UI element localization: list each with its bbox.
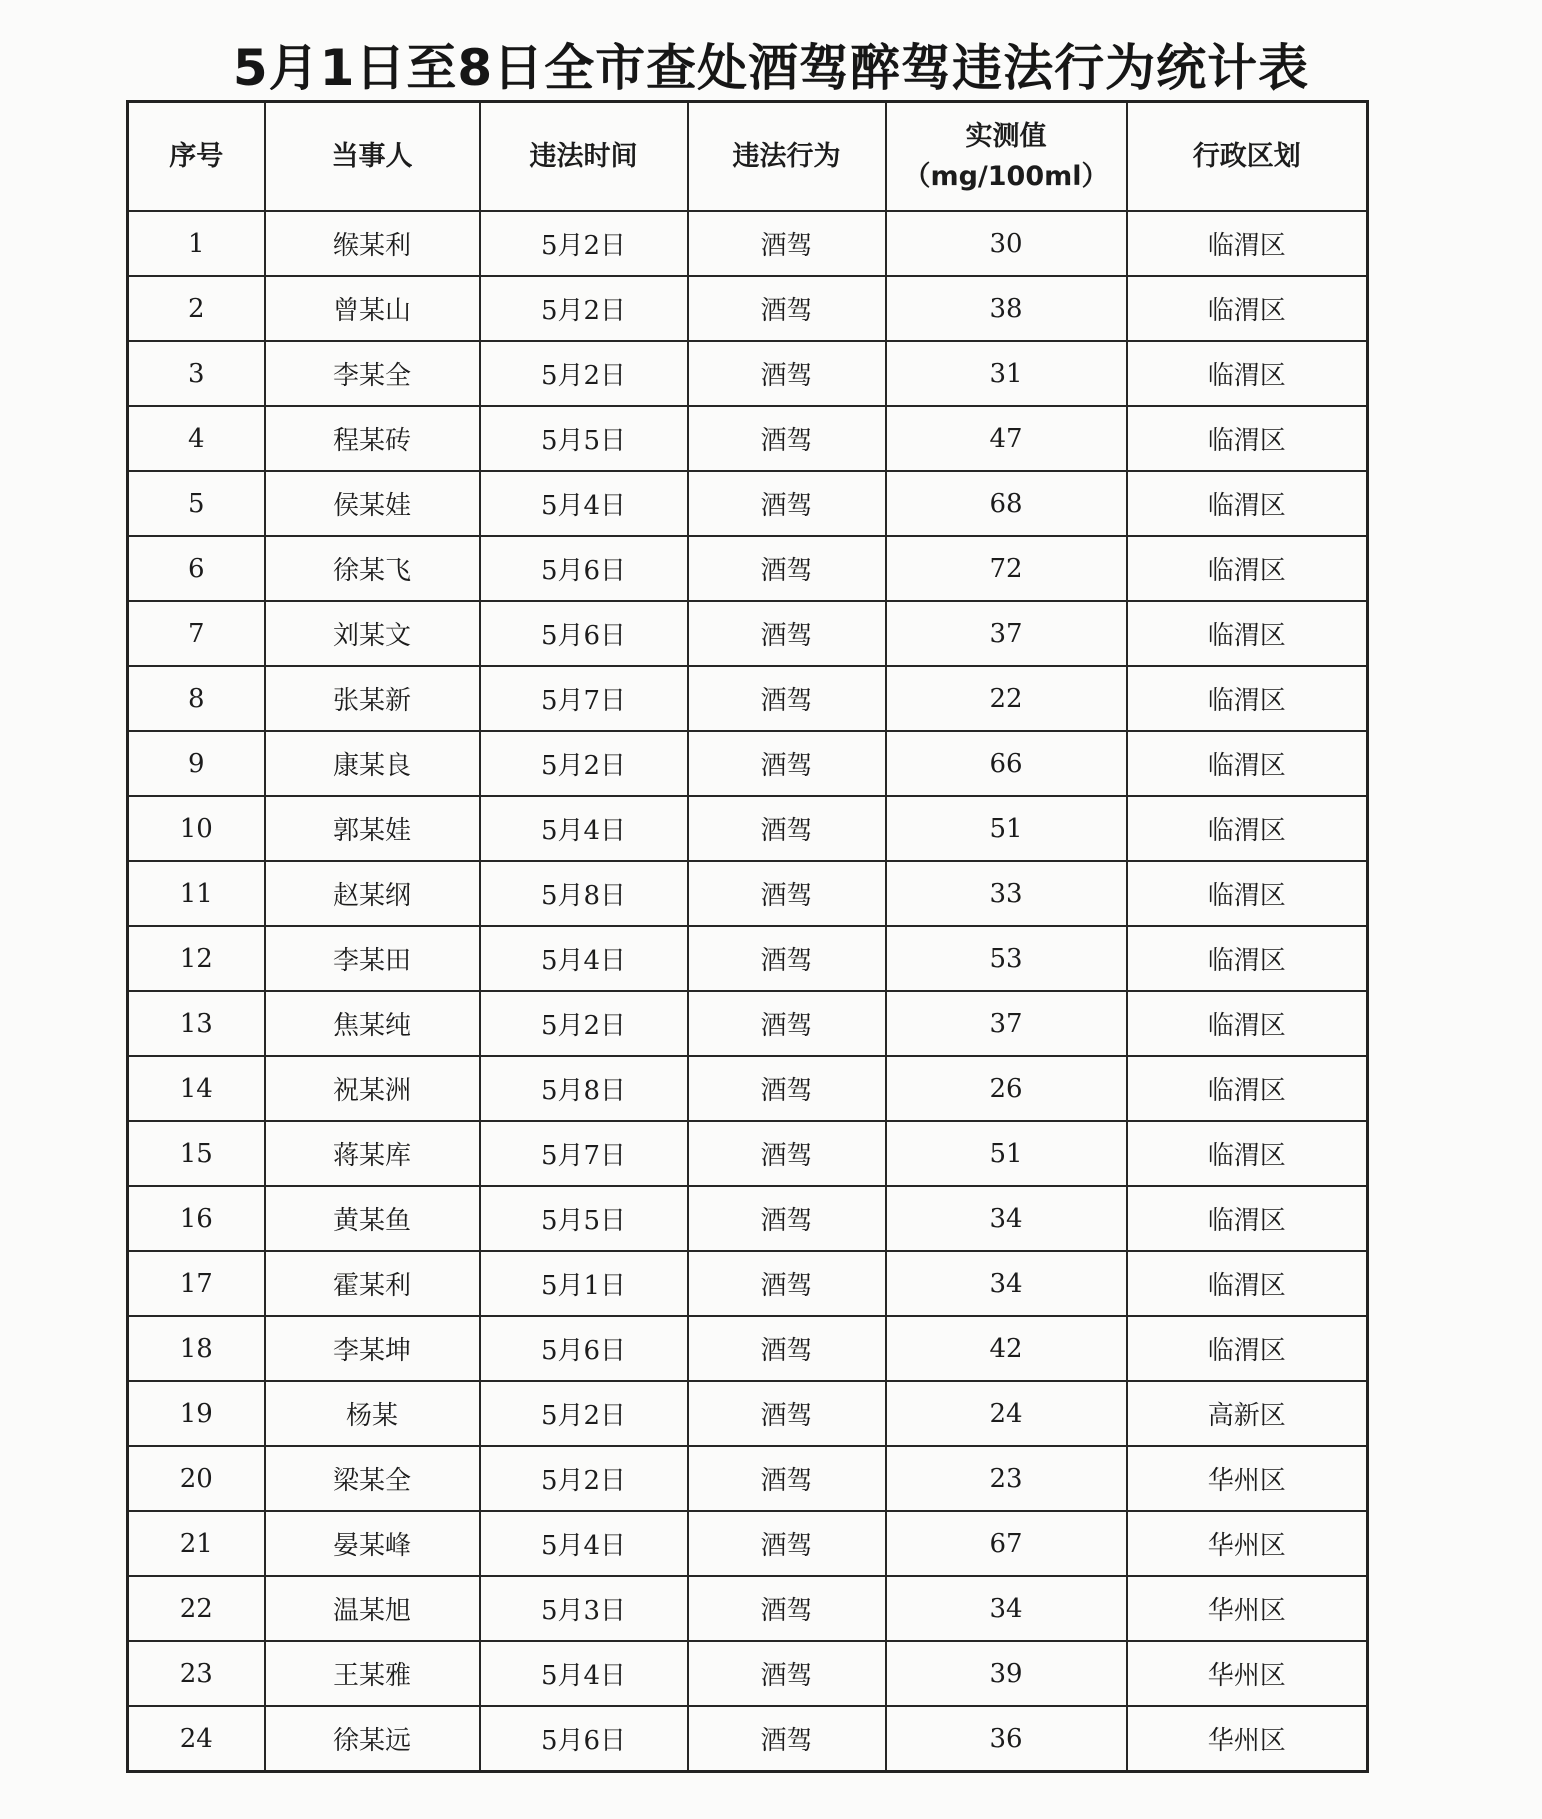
cell-time: 5月5日 <box>480 406 688 471</box>
cell-district: 临渭区 <box>1127 796 1368 861</box>
cell-behavior: 酒驾 <box>688 1381 886 1446</box>
cell-time: 5月4日 <box>480 1641 688 1706</box>
cell-district: 高新区 <box>1127 1381 1368 1446</box>
cell-party: 梁某全 <box>265 1446 480 1511</box>
table-row <box>128 601 1368 666</box>
cell-measured: 33 <box>886 861 1127 926</box>
cell-time: 5月5日 <box>480 1186 688 1251</box>
cell-time: 5月2日 <box>480 991 688 1056</box>
cell-party: 焦某纯 <box>265 991 480 1056</box>
table-row <box>128 1251 1368 1316</box>
table-row <box>128 1121 1368 1186</box>
cell-party: 温某旭 <box>265 1576 480 1641</box>
cell-party: 黄某鱼 <box>265 1186 480 1251</box>
cell-measured: 26 <box>886 1056 1127 1121</box>
table-row <box>128 1381 1368 1446</box>
cell-party: 康某良 <box>265 731 480 796</box>
cell-time: 5月2日 <box>480 276 688 341</box>
cell-behavior: 酒驾 <box>688 471 886 536</box>
cell-behavior: 酒驾 <box>688 1446 886 1511</box>
cell-measured: 67 <box>886 1511 1127 1576</box>
cell-party: 杨某 <box>265 1381 480 1446</box>
header-row <box>128 102 1368 212</box>
cell-index: 11 <box>128 861 265 926</box>
header-district: 行政区划 <box>1127 102 1368 212</box>
cell-party: 曾某山 <box>265 276 480 341</box>
cell-party: 刘某文 <box>265 601 480 666</box>
cell-district: 临渭区 <box>1127 1186 1368 1251</box>
cell-measured: 72 <box>886 536 1127 601</box>
cell-time: 5月8日 <box>480 1056 688 1121</box>
header-behavior: 违法行为 <box>688 102 886 212</box>
cell-time: 5月6日 <box>480 1706 688 1772</box>
table-row <box>128 1641 1368 1706</box>
cell-measured: 34 <box>886 1576 1127 1641</box>
cell-party: 李某全 <box>265 341 480 406</box>
table-row <box>128 471 1368 536</box>
cell-time: 5月7日 <box>480 666 688 731</box>
cell-measured: 30 <box>886 211 1127 276</box>
cell-measured: 34 <box>886 1186 1127 1251</box>
table-row <box>128 341 1368 406</box>
cell-party: 蒋某库 <box>265 1121 480 1186</box>
table-header <box>128 102 1368 212</box>
cell-index: 24 <box>128 1706 265 1772</box>
cell-district: 华州区 <box>1127 1706 1368 1772</box>
cell-behavior: 酒驾 <box>688 991 886 1056</box>
cell-measured: 53 <box>886 926 1127 991</box>
cell-behavior: 酒驾 <box>688 861 886 926</box>
table-row <box>128 276 1368 341</box>
cell-time: 5月6日 <box>480 1316 688 1381</box>
cell-party: 侯某娃 <box>265 471 480 536</box>
cell-behavior: 酒驾 <box>688 731 886 796</box>
cell-district: 临渭区 <box>1127 1121 1368 1186</box>
cell-behavior: 酒驾 <box>688 926 886 991</box>
cell-time: 5月2日 <box>480 1381 688 1446</box>
cell-index: 21 <box>128 1511 265 1576</box>
cell-measured: 37 <box>886 991 1127 1056</box>
cell-measured: 47 <box>886 406 1127 471</box>
cell-index: 6 <box>128 536 265 601</box>
table-row <box>128 926 1368 991</box>
cell-index: 14 <box>128 1056 265 1121</box>
cell-behavior: 酒驾 <box>688 1056 886 1121</box>
cell-measured: 38 <box>886 276 1127 341</box>
cell-party: 徐某远 <box>265 1706 480 1772</box>
header-time: 违法时间 <box>480 102 688 212</box>
cell-district: 临渭区 <box>1127 536 1368 601</box>
cell-index: 10 <box>128 796 265 861</box>
cell-district: 临渭区 <box>1127 666 1368 731</box>
cell-party: 李某田 <box>265 926 480 991</box>
cell-measured: 36 <box>886 1706 1127 1772</box>
cell-index: 4 <box>128 406 265 471</box>
table-body <box>128 211 1368 1772</box>
cell-index: 22 <box>128 1576 265 1641</box>
cell-time: 5月2日 <box>480 1446 688 1511</box>
table-row <box>128 1511 1368 1576</box>
cell-index: 19 <box>128 1381 265 1446</box>
cell-behavior: 酒驾 <box>688 1186 886 1251</box>
cell-index: 8 <box>128 666 265 731</box>
cell-party: 王某雅 <box>265 1641 480 1706</box>
cell-behavior: 酒驾 <box>688 211 886 276</box>
cell-behavior: 酒驾 <box>688 1121 886 1186</box>
cell-measured: 66 <box>886 731 1127 796</box>
cell-time: 5月8日 <box>480 861 688 926</box>
cell-measured: 34 <box>886 1251 1127 1316</box>
cell-index: 16 <box>128 1186 265 1251</box>
cell-party: 李某坤 <box>265 1316 480 1381</box>
cell-index: 18 <box>128 1316 265 1381</box>
cell-measured: 42 <box>886 1316 1127 1381</box>
cell-behavior: 酒驾 <box>688 276 886 341</box>
table-row <box>128 536 1368 601</box>
cell-behavior: 酒驾 <box>688 1576 886 1641</box>
cell-party: 晏某峰 <box>265 1511 480 1576</box>
table-row <box>128 1446 1368 1511</box>
cell-measured: 51 <box>886 796 1127 861</box>
cell-behavior: 酒驾 <box>688 1706 886 1772</box>
cell-time: 5月4日 <box>480 471 688 536</box>
table-row <box>128 406 1368 471</box>
cell-measured: 31 <box>886 341 1127 406</box>
cell-index: 12 <box>128 926 265 991</box>
cell-behavior: 酒驾 <box>688 1316 886 1381</box>
cell-district: 临渭区 <box>1127 601 1368 666</box>
cell-party: 缑某利 <box>265 211 480 276</box>
cell-behavior: 酒驾 <box>688 796 886 861</box>
table-row <box>128 1316 1368 1381</box>
table-row <box>128 861 1368 926</box>
cell-district: 华州区 <box>1127 1576 1368 1641</box>
cell-behavior: 酒驾 <box>688 666 886 731</box>
cell-time: 5月6日 <box>480 601 688 666</box>
cell-time: 5月2日 <box>480 731 688 796</box>
cell-party: 赵某纲 <box>265 861 480 926</box>
table-row <box>128 1706 1368 1772</box>
document-title: 5月1日至8日全市查处酒驾醉驾违法行为统计表 <box>232 39 1310 97</box>
cell-index: 9 <box>128 731 265 796</box>
cell-district: 临渭区 <box>1127 1056 1368 1121</box>
table-row <box>128 211 1368 276</box>
header-measured-unit: （mg/100ml） <box>903 160 1109 192</box>
cell-district: 临渭区 <box>1127 731 1368 796</box>
cell-district: 临渭区 <box>1127 471 1368 536</box>
violation-statistics-table <box>126 100 1369 1773</box>
cell-index: 13 <box>128 991 265 1056</box>
cell-district: 临渭区 <box>1127 861 1368 926</box>
cell-party: 张某新 <box>265 666 480 731</box>
cell-district: 临渭区 <box>1127 1251 1368 1316</box>
cell-index: 2 <box>128 276 265 341</box>
cell-time: 5月6日 <box>480 536 688 601</box>
cell-party: 祝某洲 <box>265 1056 480 1121</box>
cell-index: 15 <box>128 1121 265 1186</box>
table-row <box>128 731 1368 796</box>
cell-index: 23 <box>128 1641 265 1706</box>
cell-time: 5月4日 <box>480 796 688 861</box>
cell-district: 临渭区 <box>1127 276 1368 341</box>
table-row <box>128 991 1368 1056</box>
cell-behavior: 酒驾 <box>688 1251 886 1316</box>
table-row <box>128 1576 1368 1641</box>
table-row <box>128 1056 1368 1121</box>
cell-district: 临渭区 <box>1127 341 1368 406</box>
cell-behavior: 酒驾 <box>688 1641 886 1706</box>
table-row <box>128 666 1368 731</box>
cell-party: 郭某娃 <box>265 796 480 861</box>
cell-district: 华州区 <box>1127 1446 1368 1511</box>
cell-behavior: 酒驾 <box>688 536 886 601</box>
cell-time: 5月2日 <box>480 211 688 276</box>
cell-behavior: 酒驾 <box>688 601 886 666</box>
cell-district: 华州区 <box>1127 1511 1368 1576</box>
cell-district: 临渭区 <box>1127 211 1368 276</box>
table-row <box>128 1186 1368 1251</box>
cell-behavior: 酒驾 <box>688 341 886 406</box>
cell-time: 5月4日 <box>480 926 688 991</box>
header-measured-label: 实测值 <box>965 120 1047 152</box>
header-party: 当事人 <box>265 102 480 212</box>
cell-measured: 23 <box>886 1446 1127 1511</box>
cell-time: 5月4日 <box>480 1511 688 1576</box>
cell-measured: 39 <box>886 1641 1127 1706</box>
cell-index: 17 <box>128 1251 265 1316</box>
cell-district: 临渭区 <box>1127 991 1368 1056</box>
cell-district: 临渭区 <box>1127 926 1368 991</box>
cell-time: 5月7日 <box>480 1121 688 1186</box>
cell-index: 1 <box>128 211 265 276</box>
cell-district: 临渭区 <box>1127 406 1368 471</box>
cell-index: 20 <box>128 1446 265 1511</box>
cell-time: 5月3日 <box>480 1576 688 1641</box>
cell-party: 徐某飞 <box>265 536 480 601</box>
cell-measured: 24 <box>886 1381 1127 1446</box>
table-row <box>128 796 1368 861</box>
header-index: 序号 <box>128 102 265 212</box>
cell-behavior: 酒驾 <box>688 1511 886 1576</box>
cell-index: 3 <box>128 341 265 406</box>
cell-index: 5 <box>128 471 265 536</box>
header-measured <box>886 102 1127 212</box>
cell-measured: 51 <box>886 1121 1127 1186</box>
cell-time: 5月1日 <box>480 1251 688 1316</box>
cell-measured: 68 <box>886 471 1127 536</box>
cell-behavior: 酒驾 <box>688 406 886 471</box>
cell-measured: 22 <box>886 666 1127 731</box>
cell-party: 霍某利 <box>265 1251 480 1316</box>
cell-party: 程某砖 <box>265 406 480 471</box>
cell-time: 5月2日 <box>480 341 688 406</box>
cell-measured: 37 <box>886 601 1127 666</box>
cell-index: 7 <box>128 601 265 666</box>
cell-district: 华州区 <box>1127 1641 1368 1706</box>
cell-district: 临渭区 <box>1127 1316 1368 1381</box>
